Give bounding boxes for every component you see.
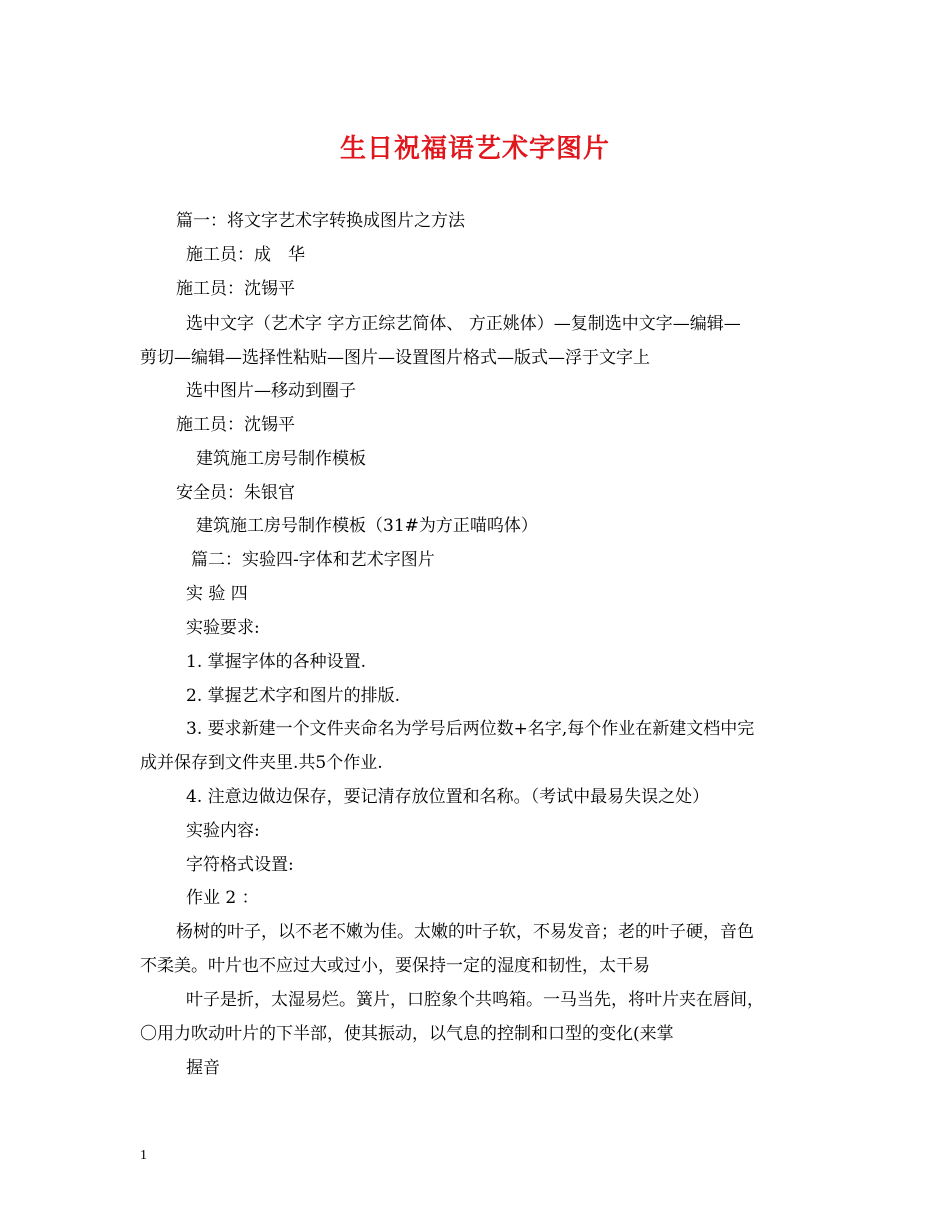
text-line: 杨树的叶子，以不老不嫩为佳。太嫩的叶子软，不易发音；老的叶子硬，音色 [176,922,754,942]
text-line: 施工员：沈锡平 [176,415,295,435]
text-line: 不柔美。叶片也不应过大或过小，要保持一定的湿度和韧性，太干易 [140,956,650,976]
text-line: 实 验 四 [186,584,248,604]
text-line: 4. 注意边做边保存，要记清存放位置和名称。（考试中最易失误之处） [186,787,710,807]
page-number: 1 [140,1148,147,1163]
text-line: 作业 2 ： [186,888,259,908]
text-line: 3. 要求新建一个文件夹命名为学号后两位数+名字,每个作业在新建文档中完 [186,719,755,739]
text-line: 建筑施工房号制作模板 [196,449,366,469]
text-line: 建筑施工房号制作模板（31#为方正喵呜体） [196,516,538,536]
text-line: 实验内容: [186,821,260,841]
text-line: 安全员：朱银官 [176,483,295,503]
text-line: 篇二：实验四-字体和艺术字图片 [191,550,435,570]
text-line: 握音 [186,1058,220,1078]
text-line: 施工员：沈锡平 [176,279,295,299]
text-line: 2. 掌握艺术字和图片的排版. [186,686,401,706]
text-line: 字符格式设置: [186,855,294,875]
text-line: 叶子是折，太湿易烂。簧片，口腔象个共鸣箱。一马当先，将叶片夹在唇间， [186,990,764,1010]
text-line: 剪切—编辑—选择性粘贴—图片—设置图片格式—版式—浮于文字上 [140,348,650,368]
text-line: 〇用力吹动叶片的下半部，使其振动，以气息的控制和口型的变化(来掌 [140,1024,674,1044]
text-line: 实验要求: [186,618,260,638]
document-title: 生日祝福语艺术字图片 [339,134,610,164]
text-line: 选中文字（艺术字 字方正综艺简体、 方正姚体）—复制选中文字—编辑— [186,314,741,334]
text-line: 篇一：将文字艺术字转换成图片之方法 [176,211,465,231]
text-line: 1. 掌握字体的各种设置. [186,652,367,672]
text-line: 选中图片—移动到圈子 [186,381,356,401]
text-line: 成并保存到文件夹里.共5个作业. [140,753,383,773]
text-line: 施工员：成 华 [186,245,305,265]
